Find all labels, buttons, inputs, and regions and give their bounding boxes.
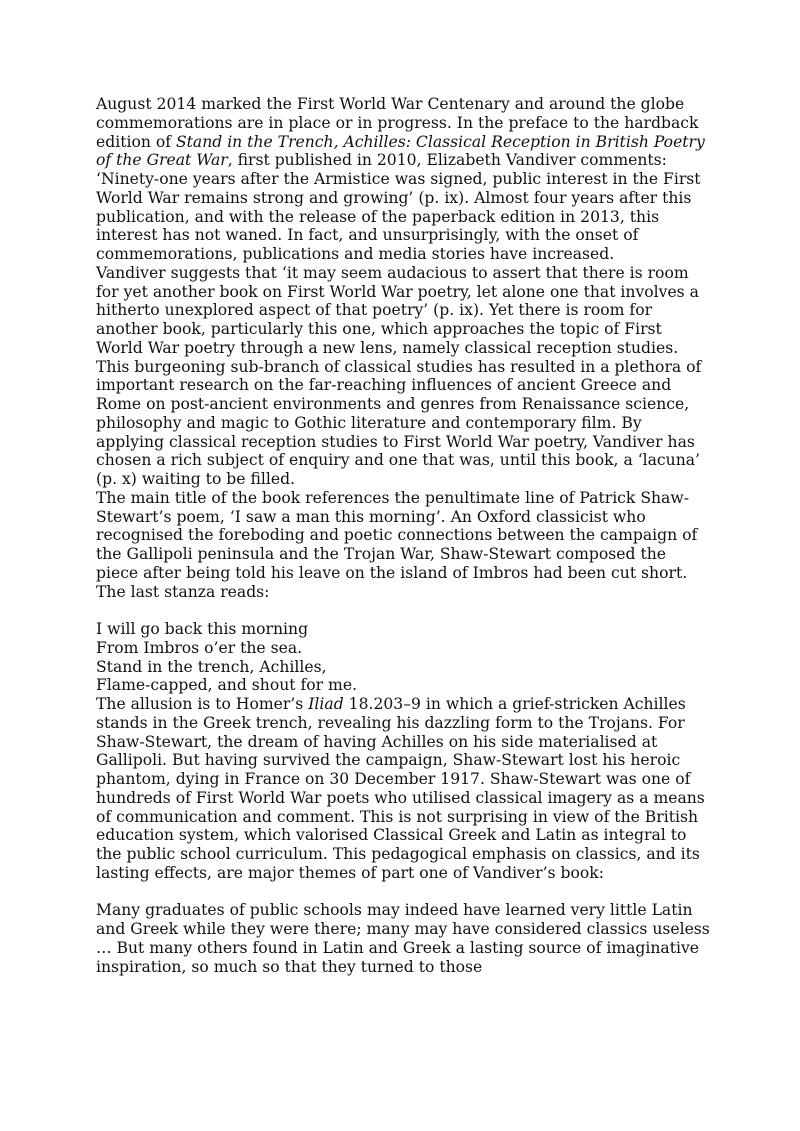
paragraph-text: The allusion is to Homer’s (96, 695, 309, 713)
verse-block (96, 620, 711, 695)
block-quote (96, 901, 711, 976)
verse-line: I will go back this morning (96, 620, 309, 638)
paragraph-allusion (96, 695, 711, 883)
verse-line: From Imbros o’er the sea. (96, 638, 303, 657)
paragraph-text: The main title of the book references the penultimate line of Patrick Shaw-Stewart’s poem, ‘I saw a man this morning’. An Oxford classicist who recognised the foreboding and poetic connections between the campaign of the Gallipoli peninsula and the Trojan War, Shaw-Stewart composed the piece after being told his leave on the island of Imbros had been cut short. The last stanza reads: (96, 488, 698, 601)
book-title: Stand in the Trench, Achilles: Classical Reception in British Poetry of the Great War (96, 132, 705, 170)
paragraph-intro-text: August 2014 marked the First World War Centenary and around the globe commemorations are in place or in progress. In the preface to the hardback edition of (96, 95, 699, 151)
review-text-page (96, 95, 711, 976)
blank-line (96, 601, 711, 620)
iliad-title: Iliad (308, 695, 344, 713)
paragraph-text-cont: 18.203–9 in which a grief-stricken Achilles stands in the Greek trench, revealing his dazzling form to the Trojans. For Shaw-Stewart, the dream of having Achilles on his side materialised at Gallipoli. But having survived the campaign, Shaw-Stewart lost his heroic phantom, dying in France on 30 December 1917. Shaw-Stewart was one of hundreds of First World War poets who utilised classical imagery as a means of communication and comment. This is not surprising in view of the British education system, which valorised Classical Greek and Latin as integral to the public school curriculum. This pedagogical emphasis on classics, and its lasting effects, are major themes of part one of Vandiver’s book: (96, 695, 705, 882)
paragraph-vandiver-suggests (96, 264, 711, 489)
paragraph-intro (96, 95, 711, 264)
verse-line: Stand in the trench, Achilles, (96, 657, 327, 676)
paragraph-text: Vandiver suggests that ‘it may seem audacious to assert that there is room for yet another book on First World War poetry, let alone one that involves a hitherto unexplored aspect of that poetry’ (p. ix). Yet there is room for another book, particularly this one, which approaches the topic of First World War poetry through a new lens, namely classical reception studies. This burgeoning sub-branch of classical studies has resulted in a plethora of important research on the far-reaching influences of ancient Greece and Rome on post-ancient environments and genres from Renaissance science, philosophy and magic to Gothic literature and contemporary film. By applying classical reception studies to First World War poetry, Vandiver has chosen a rich subject of enquiry and one that was, until this book, a ‘lacuna’ (p. x) waiting to be filled. (96, 263, 702, 488)
paragraph-intro-text-cont: , first published in 2010, Elizabeth Vandiver comments: ‘Ninety-one years after the Armistice was signed, public interest in the First World War remains strong and growing’ (p. ix). Almost four years after this publication, and with the release of the paperback edition in 2013, this interest has not waned. In fact, and unsurprisingly, with the onset of commemorations, publications and media stories have increased. (96, 151, 701, 263)
blank-line (96, 883, 711, 902)
verse-line: Flame-capped, and shout for me. (96, 676, 358, 695)
quote-text: Many graduates of public schools may indeed have learned very little Latin and Greek while they were there; many may have considered classics useless … But many others found in Latin and Greek a lasting source of imaginative inspiration, so much so that they turned to those (96, 901, 710, 976)
paragraph-main-title (96, 489, 711, 602)
